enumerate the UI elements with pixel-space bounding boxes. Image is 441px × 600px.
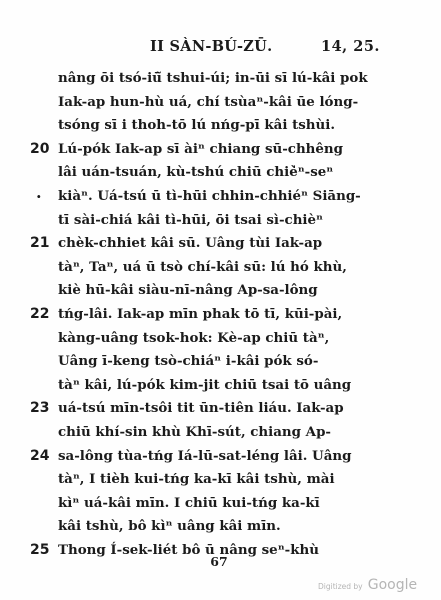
google-watermark: [318, 574, 417, 593]
running-head: [150, 38, 380, 58]
verse-number: 22: [30, 306, 50, 322]
text-line: Iak-ap hun-hù uá, chí tsùaⁿ-kâi ūe lóng-: [58, 93, 359, 110]
text-line: sa-lông tùa-tńg Iá-lū-sat-léng lâi. Uâng: [58, 447, 352, 464]
text-line: chiū khí-sin khù Khī-sút, chiang Ap-: [58, 424, 331, 440]
text-line: kiàⁿ. Uá-tsú ū tì-hūi chhin-chhiéⁿ Siāng-: [58, 188, 361, 204]
margin-mark: .: [36, 183, 42, 202]
text-line: tī sài-chiá kâi tì-hūi, ōi tsai sì-chièⁿ: [58, 211, 323, 228]
text-line: uá-tsú mīn-tsôi tit ūn-tiên liáu. Iak-ap: [58, 400, 344, 417]
watermark-digitized-by: Digitized by: [318, 582, 363, 591]
page-number: 67: [210, 554, 228, 569]
text-line: kiè hū-kâi siàu-nī-nâng Ap-sa-lông: [58, 282, 318, 299]
text-line: tńg-lâi. Iak-ap mīn phak tō tī, kūi-pài,: [58, 306, 343, 322]
text-line: kâi tshù, bô kìⁿ uâng kâi mīn.: [58, 518, 281, 535]
text-line: tàⁿ, I tièh kui-tńg ka-kī kâi tshù, mài: [58, 471, 335, 488]
text-line: lâi uán-tsuán, kù-tshú chiū chiè̍ⁿ-seⁿ: [58, 164, 334, 181]
watermark-google: Google: [367, 577, 418, 593]
text-line: tsóng sī i thoh-tō lú nńg-pī kâi tshùi.: [58, 117, 336, 134]
text-line: kìⁿ uá-kâi mīn. I chiū kui-tńg ka-kī: [58, 494, 320, 511]
running-head-reference: 14, 25.: [320, 38, 380, 55]
text-line: tàⁿ kâi, lú-pók kim-jit chiū tsai tō uâng: [58, 376, 352, 393]
verse-number: 25: [30, 542, 50, 558]
text-line: kàng-uâng tsok-hok: Kè-ap chiū tàⁿ,: [58, 329, 330, 346]
running-head-title: II SÀN-BÚ-ZŪ.: [150, 38, 273, 55]
text-line: tàⁿ, Taⁿ, uá ū tsò chí-kâi sū: lú hó khù,: [58, 258, 347, 275]
text-line: Thong Í-sek-liét bô ū nâng seⁿ-khù: [58, 542, 319, 558]
verse-number: 21: [30, 235, 50, 252]
text-line: Uâng ī-keng tsò-chiáⁿ i-kâi pók só-: [58, 353, 319, 370]
verse-number: 23: [30, 400, 50, 417]
verse-number: 24: [30, 447, 50, 464]
text-line: nâng ōi tsó-iū̃ tshui-úi; in-ūi sī lú-kâi pok: [58, 70, 368, 86]
text-line: chèk-chhiet kâi sū. Uâng tùi Iak-ap: [58, 235, 323, 252]
verse-number: 20: [30, 140, 50, 157]
text-line: Lú-pók Iak-ap sī àiⁿ chiang sū-chhêng: [58, 140, 344, 157]
